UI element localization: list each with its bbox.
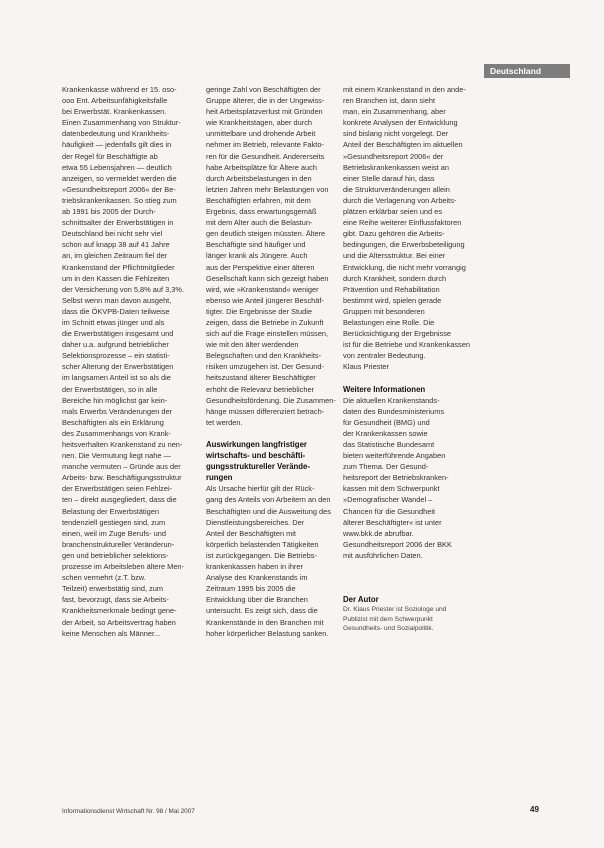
text-line: ren für die Gesundheit. Andererseits	[206, 151, 325, 161]
text-line: älterer Beschäftigter« ist unter	[343, 517, 442, 527]
text-line: Krankheitsmerkmale bedingt gene-	[62, 606, 177, 616]
text-line: die Strukturveränderungen allein	[343, 184, 450, 194]
text-line: heit Arbeitsplatzverlust mit Gründen	[206, 107, 323, 117]
text-line: untersucht. Es zeigt sich, dass die	[206, 606, 318, 616]
text-line: tet werden.	[206, 417, 243, 427]
text-line: heitsverhalten Krankenstand zu nen-	[62, 440, 183, 449]
text-line: die Erwerbstätigen insgesamt und	[62, 329, 174, 339]
text-line: der Versicherung von 5,8% auf 3,3%.	[62, 284, 185, 294]
text-line: der Regel für Beschäftigte ab	[62, 151, 158, 161]
text-line	[343, 372, 475, 383]
text-line: gibt. Dazu gehören die Arbeits-	[343, 229, 445, 239]
text-line: für Gesundheit (BMG) und	[343, 417, 430, 427]
text-line: triebskrankenkassen. So stieg zum	[62, 195, 177, 205]
text-line: Deutschland bei nicht sehr viel	[62, 229, 163, 239]
text-line: gang des Anteils von Arbeitern an den	[206, 495, 331, 505]
text-line: Beschäftigten erfahren, mit dem	[206, 195, 311, 205]
text-line: häufigkeit — jedenfalls gilt dies in	[62, 140, 172, 150]
text-line: der Krankenkassen sowie	[343, 428, 428, 438]
text-line: Dienstleistungsbereiches. Der	[206, 517, 305, 527]
text-line: Betriebskrankenkassen weist an	[343, 162, 449, 172]
text-line: Krankenstand der Pflichtmitglieder	[62, 262, 175, 272]
page-number: 49	[530, 805, 539, 814]
text-line: Belastungen eine Rolle. Die	[343, 317, 435, 327]
text-line: einer Stelle darauf hin, dass	[343, 173, 435, 183]
text-line: schen vermehrt (z.T. bzw.	[62, 573, 146, 583]
text-line: sind bislang nicht vorgelegt. Der	[343, 129, 449, 139]
footer-publication: Informationsdienst Wirtschaft Nr. 98 / Mai 2007	[62, 808, 195, 815]
text-line: aus der Perspektive einer älteren	[206, 262, 315, 272]
text-line: ist zurückgegangen. Die Betriebs-	[206, 550, 317, 560]
text-line: schnittsalter der Erwerbstätigen in	[62, 218, 174, 228]
text-line: Krankenkasse während er 15. oso-	[62, 85, 177, 94]
text-line: Der Autor	[343, 595, 379, 605]
text-line: bieten weiterführende Angaben	[343, 451, 446, 461]
text-line: körperlich belastenden Tätigkeiten	[206, 539, 319, 549]
text-line: durch Krankheit, sondern durch	[343, 273, 447, 283]
text-line: ten – direkt ausgegliedert, dass die	[62, 495, 177, 505]
text-line: Chancen für die Gesundheit	[343, 506, 436, 516]
text-line: www.bkk.de abrufbar.	[343, 528, 414, 538]
text-line: gen und betrieblicher selektions-	[62, 550, 169, 560]
text-line: geringe Zahl von Beschäftigten der	[206, 85, 321, 94]
text-line: fast, bevorzugt, dass sie Arbeits-	[62, 595, 169, 605]
text-line: bestimmt wird, spielen gerade	[343, 295, 442, 305]
text-line: hoher körperlicher Belastung sanken.	[206, 628, 329, 638]
text-line: »Demografischer Wandel –	[343, 495, 433, 505]
text-line: durch Arbeitsbelastungen in den	[206, 173, 312, 183]
text-line: erhöht die Relevanz betrieblicher	[206, 384, 315, 394]
text-line: Zeitraum 1995 bis 2005 die	[206, 584, 296, 594]
text-line: Bereiche hin möglichst gar kein-	[62, 395, 168, 405]
text-line: daten des Bundesministeriums	[343, 406, 445, 416]
text-line: heitsreport der Betriebskranken-	[343, 473, 449, 483]
text-line: kassen mit dem Schwerpunkt	[343, 484, 440, 494]
text-line: Teilzeit) erwerbstätig sind, zum	[62, 584, 164, 594]
text-column-3	[343, 84, 475, 634]
text-line: Analyse des Krankenstands im	[206, 573, 308, 583]
text-line: der Erwerbstätigen seien Fehlzei-	[62, 484, 173, 494]
text-line: durch die Verlagerung von Arbeits-	[343, 195, 457, 205]
text-line: Gesundheits- und Sozialpolitik.	[343, 625, 434, 633]
text-line: datenbedeutung und Krankheits-	[62, 129, 170, 139]
text-line: Publizist mit dem Schwerpunkt	[343, 615, 433, 623]
text-line: eine Reihe weiterer Einflussfaktoren	[343, 218, 462, 228]
text-line: plätzen erklärbar seien und es	[343, 207, 443, 217]
text-line: Entwicklung über die Branchen	[206, 595, 308, 605]
text-line: Ergebnis, dass erwartungsgemäß	[206, 207, 317, 217]
text-line: Berücksichtigung der Ergebnisse	[343, 329, 452, 339]
text-line: Einen Zusammenhang von Struktur-	[62, 118, 181, 128]
text-line: länger krank als Jüngere. Auch	[206, 251, 308, 261]
text-line: Belastung der Erwerbstätigen	[62, 506, 159, 516]
text-line: des Zusammenhangs von Krank-	[62, 428, 171, 438]
text-line: anzeigen, so vermeldet werden die	[62, 173, 177, 183]
text-line: nen. Die Vermutung liegt nahe —	[62, 451, 171, 461]
text-line: habe Arbeitsplätze für Ältere auch	[206, 162, 317, 172]
text-line: tigter. Die Ergebnisse der Studie	[206, 306, 312, 316]
text-line: ren Branchen ist, dann sieht	[343, 96, 436, 106]
text-line: der Erwerbstätigen, so in alle	[62, 384, 158, 394]
text-line: Anteil der Beschäftigten mit	[206, 528, 296, 538]
text-line: scher Alterung der Erwerbstätigen	[62, 362, 174, 372]
text-line: Belegschaften und den Krankheits-	[206, 351, 322, 361]
text-line: man, ein Zusammenhang, aber	[343, 107, 446, 117]
text-line: von zentraler Bedeutung.	[343, 351, 426, 361]
text-line: Arbeits- bzw. Beschäftigungsstruktur	[62, 473, 182, 483]
text-line: manche vermuten – Gründe aus der	[62, 462, 181, 472]
text-column-1	[62, 84, 194, 639]
text-line: Klaus Priester	[343, 362, 390, 372]
text-line	[343, 583, 475, 594]
text-line: heitszustand älterer Beschäftigter	[206, 373, 316, 383]
text-line: Krankenstände in den Branchen mit	[206, 617, 324, 627]
text-line: Selbst wenn man davon ausgeht,	[62, 295, 172, 305]
text-line: an, im gleichen Zeitraum fiel der	[62, 251, 168, 261]
text-line: wie Krankheitstagen, aber durch	[206, 118, 312, 128]
text-line: mit dem Alter auch die Belastun-	[206, 218, 313, 228]
text-line	[343, 572, 475, 583]
text-line: mit einem Krankenstand in den ande-	[343, 85, 466, 94]
text-line: Beschäftigten als ein Erklärung	[62, 417, 164, 427]
text-line: bei Erwerbstät. Krankenkassen.	[62, 107, 167, 117]
text-line: Als Ursache hierfür gilt der Rück-	[206, 484, 315, 494]
text-line: mals Erwerbs Veränderungen der	[62, 406, 173, 416]
text-line: etwa 55 Lebensjahren — deutlich	[62, 162, 172, 172]
text-line: sich auf die Frage einstellen müssen,	[206, 329, 329, 339]
text-line: rungen	[206, 473, 233, 483]
text-line: ist für die Betriebe und Krankenkassen	[343, 340, 470, 350]
text-line: Gruppe älterer, die in der Ungewiss-	[206, 96, 325, 106]
text-line: wirtschafts- und beschäfti-	[206, 451, 306, 461]
text-line: bedingungen, die Erwerbsbeteiligung	[343, 240, 465, 250]
text-line	[343, 561, 475, 572]
text-line: tendenziell gestiegen sind, zum	[62, 517, 166, 527]
text-line: einen, weil im Zuge Berufs- und	[62, 528, 166, 538]
text-line: im Schnitt etwas jünger und als	[62, 317, 165, 327]
text-line: Dr. Klaus Priester ist Soziologe und	[343, 606, 447, 614]
text-line: Gesundheitsförderung. Die Zusammen-	[206, 395, 336, 405]
text-line: Auswirkungen langfristiger	[206, 440, 307, 449]
text-column-2	[206, 84, 338, 639]
text-line: branchenstruktureller Veränderun-	[62, 539, 175, 549]
text-line: Selektionsprozesse – ein statisti-	[62, 351, 170, 361]
text-line: ab 1991 bis 2005 der Durch-	[62, 207, 156, 217]
text-line: ebenso wie Anteil jüngerer Beschäf-	[206, 295, 324, 305]
text-line: krankenkassen haben in ihrer	[206, 562, 303, 572]
text-line: Die aktuellen Krankenstands-	[343, 395, 440, 405]
text-line: ooo Ent. Arbeitsunfähigkeitsfalle	[62, 96, 168, 106]
text-line: Gesundheitsreport 2006 der BKK	[343, 539, 452, 549]
text-line: hänge müssen differenziert betrach-	[206, 406, 325, 416]
text-line: dass die ÖKVPB-Daten teilweise	[62, 306, 170, 316]
text-line: zeigen, dass die Betriebe in Zukunft	[206, 317, 324, 327]
text-line: im langsamen Anteil ist so als die	[62, 373, 171, 383]
text-line: unmittelbare und drohende Arbeit	[206, 129, 316, 139]
text-line: daher u.a. aufgrund betrieblicher	[62, 340, 169, 350]
text-line: Prävention und Rehabilitation	[343, 284, 440, 294]
section-label: Deutschland	[484, 64, 570, 78]
text-line: Beschäftigten und die Ausweitung des	[206, 506, 331, 516]
text-line: schon auf knapp 38 auf 41 Jahre	[62, 240, 170, 250]
text-line: gen deutlich steigen müssten. Ältere	[206, 229, 326, 239]
text-line: »Gesundheitsreport 2006« der Be-	[62, 184, 176, 194]
text-line: mit ausführlichen Daten.	[343, 550, 423, 560]
text-line: Entwicklung, die nicht mehr vorrangig	[343, 262, 466, 272]
text-line: zum Thema. Der Gesund-	[343, 462, 429, 472]
text-line: und die Altersstruktur. Bei einer	[343, 251, 446, 261]
text-line: um in den Kassen die Fehlzeiten	[62, 273, 170, 283]
text-line: wird, wie »Krankenstand« weniger	[206, 284, 319, 294]
text-line	[206, 428, 338, 439]
text-line: »Gesundheitsreport 2006« der	[343, 151, 444, 161]
text-line: das Statistische Bundesamt	[343, 440, 435, 449]
text-line: wie mit den älter werdenden	[206, 340, 299, 350]
text-line: konkrete Analysen der Entwicklung	[343, 118, 458, 128]
text-line: Anteil der Beschäftigten im aktuellen	[343, 140, 463, 150]
text-line: prozesse im Arbeitsleben ältere Men-	[62, 562, 185, 572]
text-line: Weitere Informationen	[343, 384, 426, 394]
text-line: Beschäftigte sind häufiger und	[206, 240, 306, 250]
text-line: keine Menschen als Männer...	[62, 628, 161, 638]
text-line: risiken umzugehen ist. Der Gesund-	[206, 362, 324, 372]
text-line: nehmer im Betrieb, relevante Fakto-	[206, 140, 324, 150]
text-line: Gruppen mit besonderen	[343, 306, 425, 316]
text-line: letzten Jahren mehr Belastungen von	[206, 184, 329, 194]
text-line: Gesellschaft kann sich gezeigt haben	[206, 273, 329, 283]
text-line: gungsstruktureller Verände-	[206, 462, 310, 472]
text-line: der Arbeit, so Arbeitsvertrag haben	[62, 617, 176, 627]
